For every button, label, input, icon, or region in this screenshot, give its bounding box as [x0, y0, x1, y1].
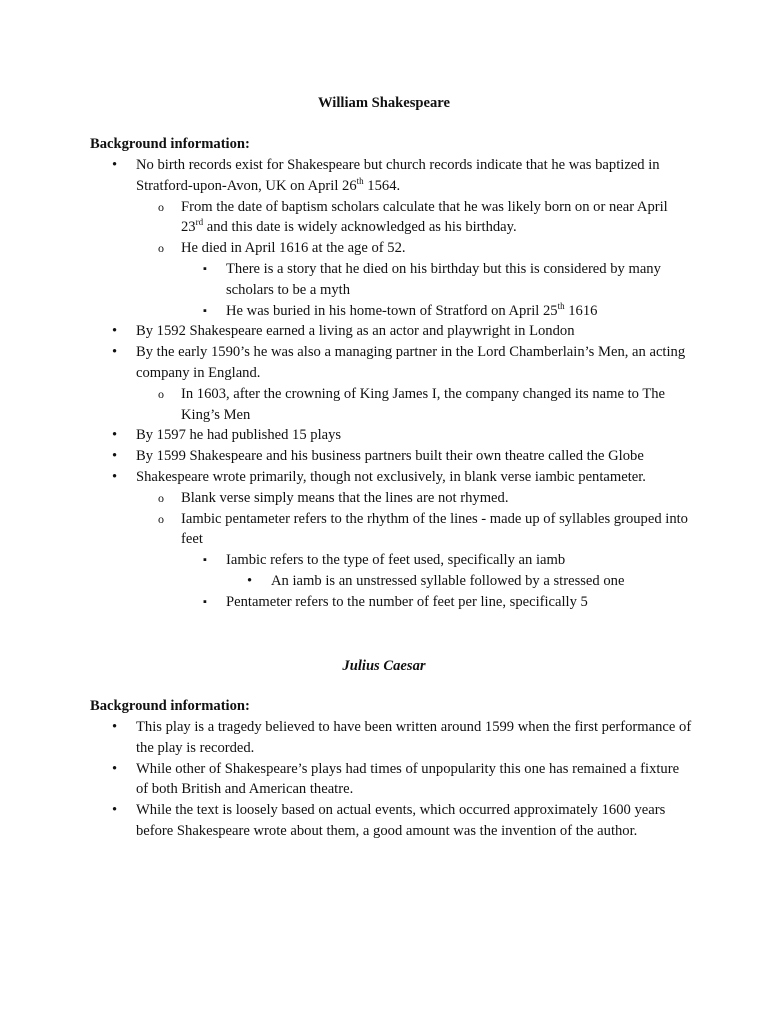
bullet-icon: • — [112, 468, 118, 485]
bullet-list-shakespeare — [112, 155, 692, 613]
section-title-julius-caesar: Julius Caesar — [342, 658, 426, 674]
list-item-text: There is a story that he died on his birthday but this is considered by many scholars to be a myth — [226, 260, 661, 298]
list-item — [112, 342, 692, 384]
bullet-icon: ▪ — [203, 595, 207, 608]
bullet-icon: • — [112, 448, 118, 465]
list-item-text-after: and this date is widely acknowledged as his birthday. — [203, 219, 517, 236]
list-item-text: While other of Shakespeare’s plays had times of unpopularity this one has remained a fixture of both British and American theatre. — [136, 760, 680, 798]
document-title: William Shakespeare — [317, 95, 451, 111]
list-item-text: By 1599 Shakespeare and his business partners built their own theatre called the Globe — [136, 448, 644, 465]
section-heading-background: Background information: — [90, 136, 250, 152]
bullet-icon: o — [158, 386, 164, 401]
bullet-icon: • — [112, 719, 118, 735]
bullet-icon: o — [158, 511, 164, 526]
bullet-icon: ▪ — [203, 262, 207, 275]
list-item — [112, 425, 692, 446]
superscript-ordinal: th — [356, 175, 364, 186]
section-heading-background-2: Background information: — [90, 698, 250, 714]
list-item — [112, 800, 692, 842]
list-item-text-after: 1564. — [363, 177, 401, 194]
list-item — [112, 321, 692, 342]
list-item-text: This play is a tragedy believed to have been written around 1599 when the first performance of the play is recorded. — [136, 719, 692, 756]
bullet-icon: • — [112, 157, 118, 173]
bullet-icon: ▪ — [203, 554, 207, 567]
list-item — [112, 759, 692, 801]
list-item-text: From the date of baptism scholars calculate that he was likely born on or near April 23 — [181, 198, 668, 236]
bullet-icon: • — [112, 760, 118, 777]
bullet-list-julius-caesar — [112, 717, 692, 842]
list-item — [112, 197, 692, 239]
list-item — [112, 259, 692, 301]
list-item — [112, 467, 692, 488]
list-item — [112, 301, 692, 322]
superscript-ordinal: rd — [195, 217, 204, 228]
list-item-text: No birth records exist for Shakespeare but church records indicate that he was baptized in Stratford-upon-Avon, UK on April 26 — [136, 157, 660, 194]
list-item — [112, 592, 692, 613]
bullet-icon: o — [158, 199, 164, 214]
superscript-ordinal: th — [557, 300, 565, 311]
list-item-text: Iambic refers to the type of feet used, specifically an iamb — [226, 552, 566, 569]
list-item-text: He was buried in his home-town of Stratford on April 25 — [226, 302, 558, 319]
list-item — [112, 509, 692, 551]
list-item-text: Shakespeare wrote primarily, though not exclusively, in blank verse iambic pentameter. — [136, 468, 646, 485]
list-item — [112, 155, 692, 197]
list-item-text: An iamb is an unstressed syllable followed by a stressed one — [271, 572, 625, 589]
list-item-text: By 1592 Shakespeare earned a living as an actor and playwright in London — [136, 323, 575, 340]
list-item — [112, 571, 692, 592]
list-item-text: While the text is loosely based on actual events, which occurred approximately 1600 years before Shakespeare wrote about them, a good amount was the invention of the author. — [136, 802, 666, 839]
bullet-icon: • — [112, 323, 118, 340]
bullet-icon: ▪ — [203, 304, 207, 317]
bullet-icon: o — [158, 241, 164, 256]
bullet-icon: • — [112, 802, 118, 819]
list-item — [112, 717, 692, 759]
list-item — [112, 384, 692, 426]
list-item-text: Iambic pentameter refers to the rhythm of the lines - made up of syllables grouped into feet — [181, 510, 688, 548]
list-item-text-after: 1616 — [564, 302, 598, 319]
list-item — [112, 488, 692, 509]
list-item — [112, 550, 692, 571]
list-item — [112, 238, 692, 259]
bullet-icon: • — [112, 427, 118, 444]
list-item-text: He died in April 1616 at the age of 52. — [181, 240, 406, 257]
list-item-text: By the early 1590’s he was also a managing partner in the Lord Chamberlain’s Men, an acting company in England. — [136, 344, 686, 381]
list-item-text: In 1603, after the crowning of King James I, the company changed its name to The King’s Men — [181, 385, 666, 423]
bullet-icon: • — [112, 344, 118, 361]
list-item — [112, 446, 692, 467]
list-item-text: Blank verse simply means that the lines are not rhymed. — [181, 489, 509, 506]
bullet-icon: o — [158, 490, 164, 505]
list-item-text: Pentameter refers to the number of feet per line, specifically 5 — [226, 593, 588, 610]
bullet-icon: • — [247, 572, 253, 589]
list-item-text: By 1597 he had published 15 plays — [136, 427, 342, 444]
